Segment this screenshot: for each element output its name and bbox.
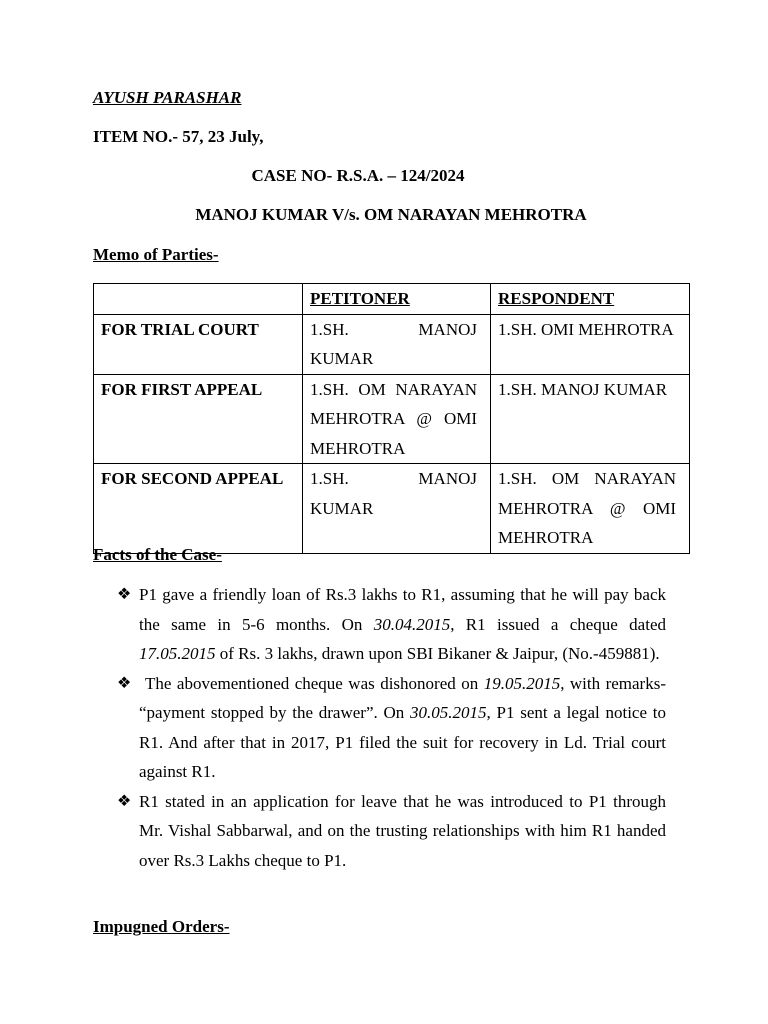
case-number	[93, 166, 689, 186]
diamond-bullet-icon: ❖	[117, 792, 132, 810]
table-row	[94, 314, 690, 374]
facts-heading: Facts of the Case-	[93, 545, 222, 564]
header-respondent: RESPONDENT	[491, 284, 690, 315]
respondent-cell: 1.SH. OMI MEHROTRA	[491, 314, 690, 374]
case-number-text: CASE NO- R.S.A. – 124/2024	[251, 166, 465, 185]
list-item	[117, 580, 666, 669]
fact-text: P1 gave a friendly loan of Rs.3 lakhs to R1, assuming that he will pay back the same in 5-6 months. On	[139, 585, 666, 634]
facts-list	[117, 580, 666, 875]
row-label: FOR FIRST APPEAL	[94, 374, 303, 464]
fact-date: 30.04.2015	[373, 614, 451, 634]
petitioner-cell: 1.SH. MANOJ KUMAR	[303, 314, 491, 374]
respondent-cell: 1.SH. OM NARAYAN MEHROTRA @ OMI MEHROTRA	[491, 464, 690, 554]
impugned-orders-heading: Impugned Orders-	[93, 917, 230, 936]
table-header-row	[94, 284, 690, 315]
fact-text: , with remarks- “payment stopped by the drawer”. On	[139, 673, 666, 722]
list-item	[117, 669, 666, 787]
row-label: FOR SECOND APPEAL	[94, 464, 303, 554]
row-label: FOR TRIAL COURT	[94, 314, 303, 374]
fact-text: , P1 sent a legal notice to R1. And after that in 2017, P1 filed the suit for recovery in Ld. Trial court against R1.	[139, 703, 666, 781]
diamond-bullet-icon: ❖	[117, 586, 132, 603]
fact-text: of Rs. 3 lakhs, drawn upon SBI Bikaner & Jaipur, (No.-459881).	[215, 644, 660, 663]
item-line: ITEM NO.- 57, 23 July,	[93, 127, 264, 146]
fact-date: 30.05.2015	[410, 703, 487, 722]
fact-date: 17.05.2015	[139, 644, 216, 663]
table-row	[94, 464, 690, 554]
petitioner-cell: 1.SH. MANOJ KUMAR	[303, 464, 491, 554]
parties-title: MANOJ KUMAR V/s. OM NARAYAN MEHROTRA	[195, 205, 587, 224]
diamond-bullet-icon: ❖	[117, 674, 132, 692]
fact-text: , R1 issued a cheque dated	[450, 614, 667, 634]
petitioner-cell: 1.SH. OM NARAYAN MEHROTRA @ OMI MEHROTRA	[303, 374, 491, 464]
header-petitioner: PETITONER	[303, 284, 491, 315]
list-item	[117, 787, 666, 876]
memo-of-parties-table	[93, 283, 690, 554]
author-name: AYUSH PARASHAR	[93, 88, 242, 107]
fact-date: 19.05.2015	[483, 673, 561, 693]
table-row	[94, 374, 690, 464]
memo-heading: Memo of Parties-	[93, 245, 219, 264]
fact-text: The abovementioned cheque was dishonored on	[145, 673, 484, 693]
fact-text: R1 stated in an application for leave that he was introduced to P1 through Mr. Vishal Sabbarwal, and on the trusting relationships with him R1 handed over Rs.3 Lakhs cheque to P1.	[139, 791, 666, 870]
respondent-cell: 1.SH. MANOJ KUMAR	[491, 374, 690, 464]
header-blank-cell	[94, 284, 303, 315]
